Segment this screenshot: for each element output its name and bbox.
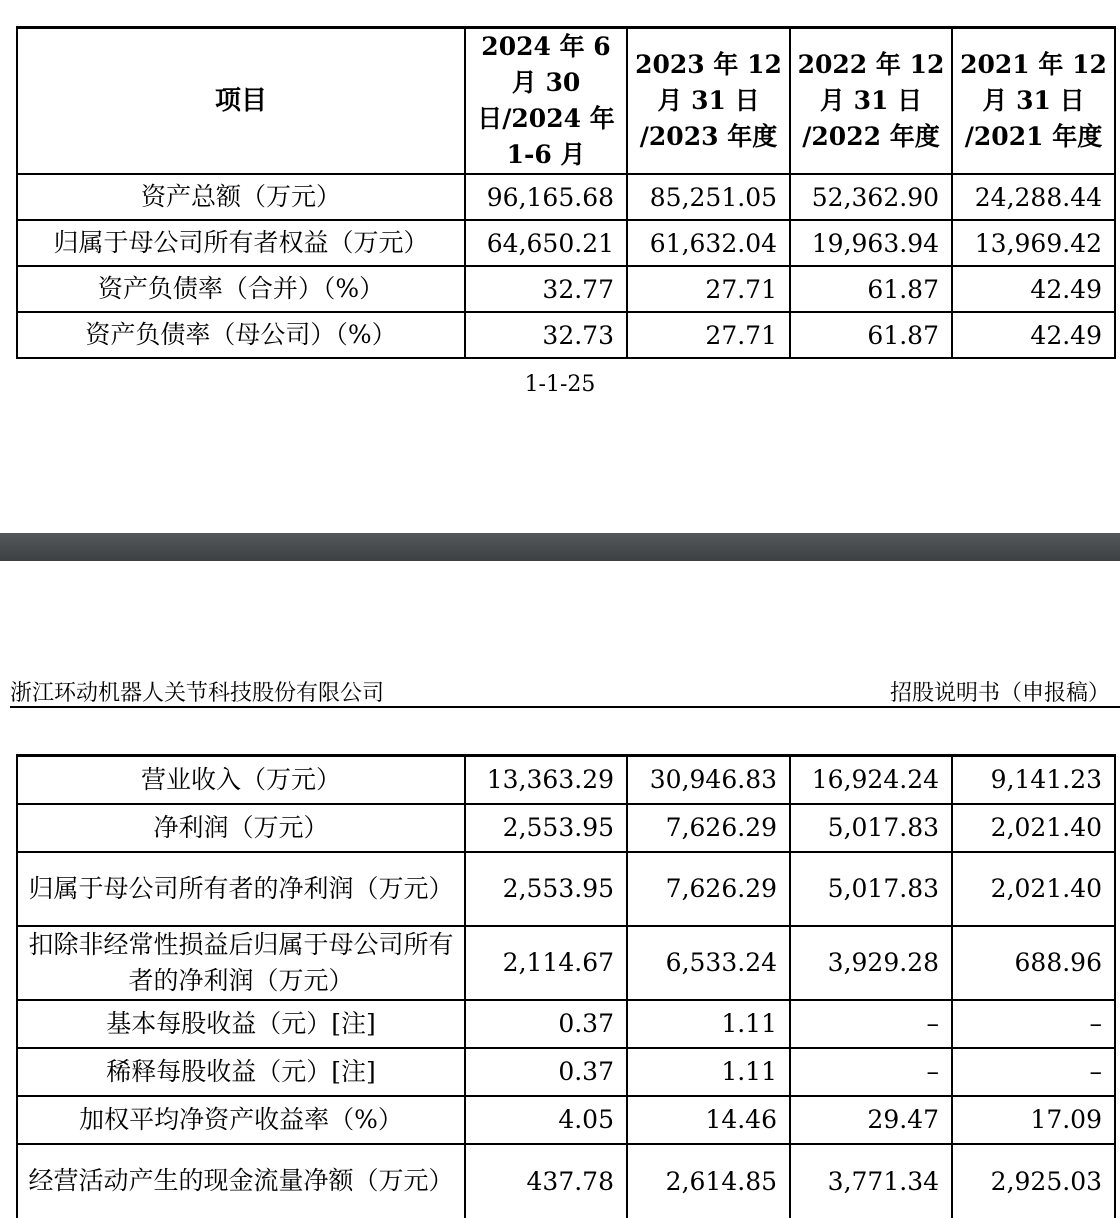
row-label: 基本每股收益（元）[注] [17, 1000, 465, 1048]
cell-value: 42.49 [952, 312, 1115, 358]
cell-value: 61.87 [790, 312, 952, 358]
table-row [17, 174, 1115, 220]
cell-value: 1.11 [627, 1000, 790, 1048]
cell-value: 27.71 [627, 266, 790, 312]
cell-value: 52,362.90 [790, 174, 952, 220]
cell-value: 29.47 [790, 1096, 952, 1144]
page-separator [0, 533, 1120, 561]
cell-value: 64,650.21 [465, 220, 627, 266]
table-row [17, 312, 1115, 358]
header-2024h1: 2024 年 6 月 30 日/2024 年 1-6 月 [465, 28, 627, 175]
cell-value: – [790, 1000, 952, 1048]
table-row [17, 804, 1115, 852]
row-label: 营业收入（万元） [17, 756, 465, 804]
cell-value: 0.37 [465, 1048, 627, 1096]
table-row [17, 852, 1115, 926]
financial-table-bottom [16, 754, 1116, 1218]
table-row [17, 266, 1115, 312]
cell-value: 85,251.05 [627, 174, 790, 220]
cell-value: 42.49 [952, 266, 1115, 312]
cell-value: 2,114.67 [465, 926, 627, 1000]
cell-value: 61.87 [790, 266, 952, 312]
financial-table-top [16, 26, 1116, 359]
header-2022: 2022 年 12 月 31 日 /2022 年度 [790, 28, 952, 175]
cell-value: 13,363.29 [465, 756, 627, 804]
row-label: 资产总额（万元） [17, 174, 465, 220]
table-row [17, 1000, 1115, 1048]
cell-value: 2,021.40 [952, 804, 1115, 852]
cell-value: 3,929.28 [790, 926, 952, 1000]
header-2021: 2021 年 12 月 31 日 /2021 年度 [952, 28, 1115, 175]
cell-value: 2,553.95 [465, 852, 627, 926]
header-2023: 2023 年 12 月 31 日 /2023 年度 [627, 28, 790, 175]
cell-value: 5,017.83 [790, 804, 952, 852]
cell-value: 32.77 [465, 266, 627, 312]
cell-value: 17.09 [952, 1096, 1115, 1144]
cell-value: 4.05 [465, 1096, 627, 1144]
row-label: 资产负债率（母公司）（%） [17, 312, 465, 358]
row-label: 归属于母公司所有者权益（万元） [17, 220, 465, 266]
row-label: 稀释每股收益（元）[注] [17, 1048, 465, 1096]
cell-value: 7,626.29 [627, 804, 790, 852]
cell-value: 2,553.95 [465, 804, 627, 852]
cell-value: 6,533.24 [627, 926, 790, 1000]
table-row [17, 1144, 1115, 1218]
cell-value: 1.11 [627, 1048, 790, 1096]
cell-value: 27.71 [627, 312, 790, 358]
page-number: 1-1-25 [524, 372, 596, 397]
table-row [17, 926, 1115, 1000]
cell-value: 30,946.83 [627, 756, 790, 804]
page-header [10, 676, 1120, 708]
cell-value: – [952, 1048, 1115, 1096]
table-row [17, 220, 1115, 266]
row-label: 资产负债率（合并）（%） [17, 266, 465, 312]
cell-value: – [952, 1000, 1115, 1048]
row-label: 净利润（万元） [17, 804, 465, 852]
cell-value: 7,626.29 [627, 852, 790, 926]
cell-value: 5,017.83 [790, 852, 952, 926]
cell-value: 2,021.40 [952, 852, 1115, 926]
cell-value: 2,925.03 [952, 1144, 1115, 1218]
row-label: 加权平均净资产收益率（%） [17, 1096, 465, 1144]
cell-value: 688.96 [952, 926, 1115, 1000]
row-label: 归属于母公司所有者的净利润（万元） [17, 852, 465, 926]
cell-value: – [790, 1048, 952, 1096]
table-row [17, 1096, 1115, 1144]
cell-value: 14.46 [627, 1096, 790, 1144]
header-item: 项目 [17, 28, 465, 175]
row-label: 扣除非经常性损益后归属于母公司所有者的净利润（万元） [17, 926, 465, 1000]
cell-value: 61,632.04 [627, 220, 790, 266]
cell-value: 24,288.44 [952, 174, 1115, 220]
cell-value: 19,963.94 [790, 220, 952, 266]
cell-value: 437.78 [465, 1144, 627, 1218]
company-name: 浙江环动机器人关节科技股份有限公司 [10, 681, 385, 706]
document-type: 招股说明书（申报稿） [889, 681, 1110, 706]
table-row [17, 756, 1115, 804]
cell-value: 96,165.68 [465, 174, 627, 220]
cell-value: 3,771.34 [790, 1144, 952, 1218]
cell-value: 0.37 [465, 1000, 627, 1048]
cell-value: 13,969.42 [952, 220, 1115, 266]
row-label: 经营活动产生的现金流量净额（万元） [17, 1144, 465, 1218]
table-row [17, 1048, 1115, 1096]
cell-value: 2,614.85 [627, 1144, 790, 1218]
table-header-row [17, 28, 1115, 175]
cell-value: 9,141.23 [952, 756, 1115, 804]
cell-value: 32.73 [465, 312, 627, 358]
cell-value: 16,924.24 [790, 756, 952, 804]
